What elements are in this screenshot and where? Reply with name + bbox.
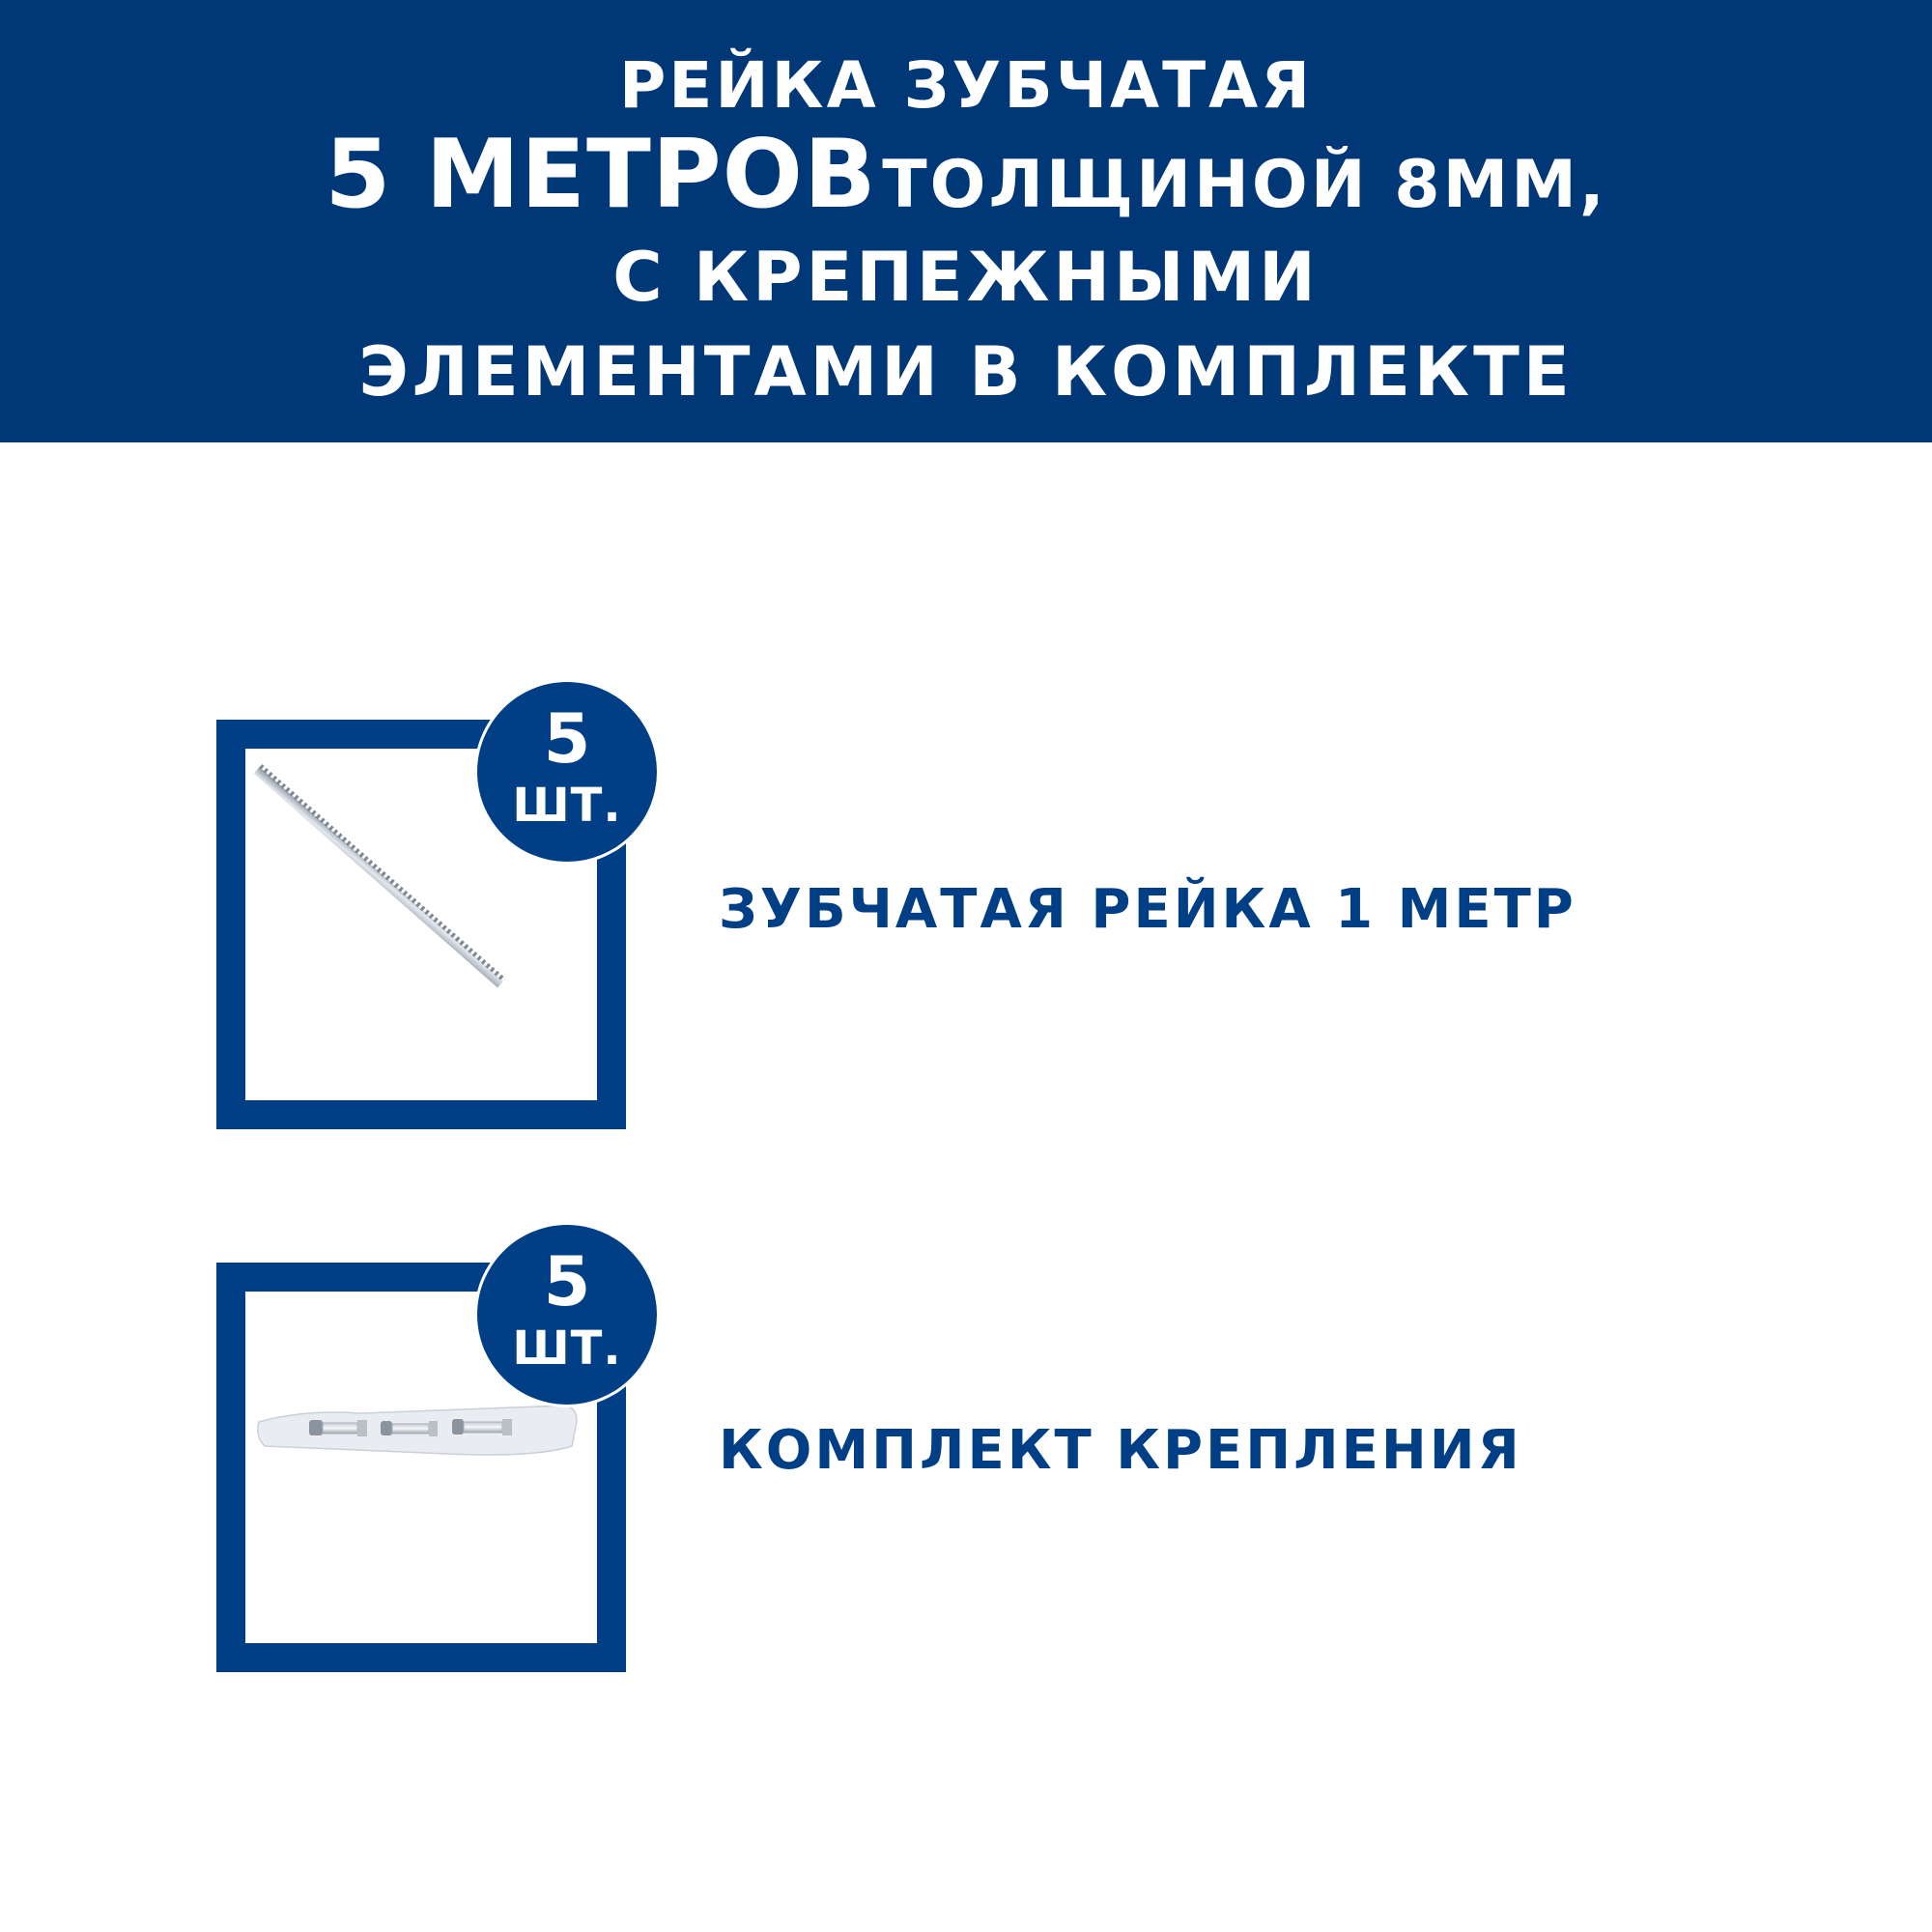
item-label: КОМПЛЕКТ КРЕПЛЕНИЯ — [719, 1419, 1522, 1482]
quantity-number: 5 — [543, 699, 591, 779]
item-gear-rack — [0, 676, 1932, 1121]
header-title-line-2 — [0, 120, 1932, 230]
header-thickness: ТОЛЩИНОЙ 8ММ, — [882, 147, 1607, 223]
quantity-unit: ШТ. — [512, 1321, 622, 1376]
quantity-badge — [477, 682, 657, 862]
quantity-badge — [477, 1225, 657, 1405]
quantity-unit: ШТ. — [512, 779, 622, 833]
header-title-line-4: ЭЛЕМЕНТАМИ В КОМПЛЕКТЕ — [358, 332, 1574, 412]
item-label: ЗУБЧАТАЯ РЕЙКА 1 МЕТР — [719, 878, 1577, 941]
header-banner — [0, 0, 1932, 442]
header-length: 5 МЕТРОВ — [325, 120, 877, 230]
quantity-number: 5 — [543, 1242, 591, 1321]
header-title-line-3: С КРЕПЕЖНЫМИ — [612, 238, 1320, 317]
header-title-line-1: РЕЙКА ЗУБЧАТАЯ — [618, 48, 1314, 123]
item-mounting-kit — [0, 1219, 1932, 1663]
